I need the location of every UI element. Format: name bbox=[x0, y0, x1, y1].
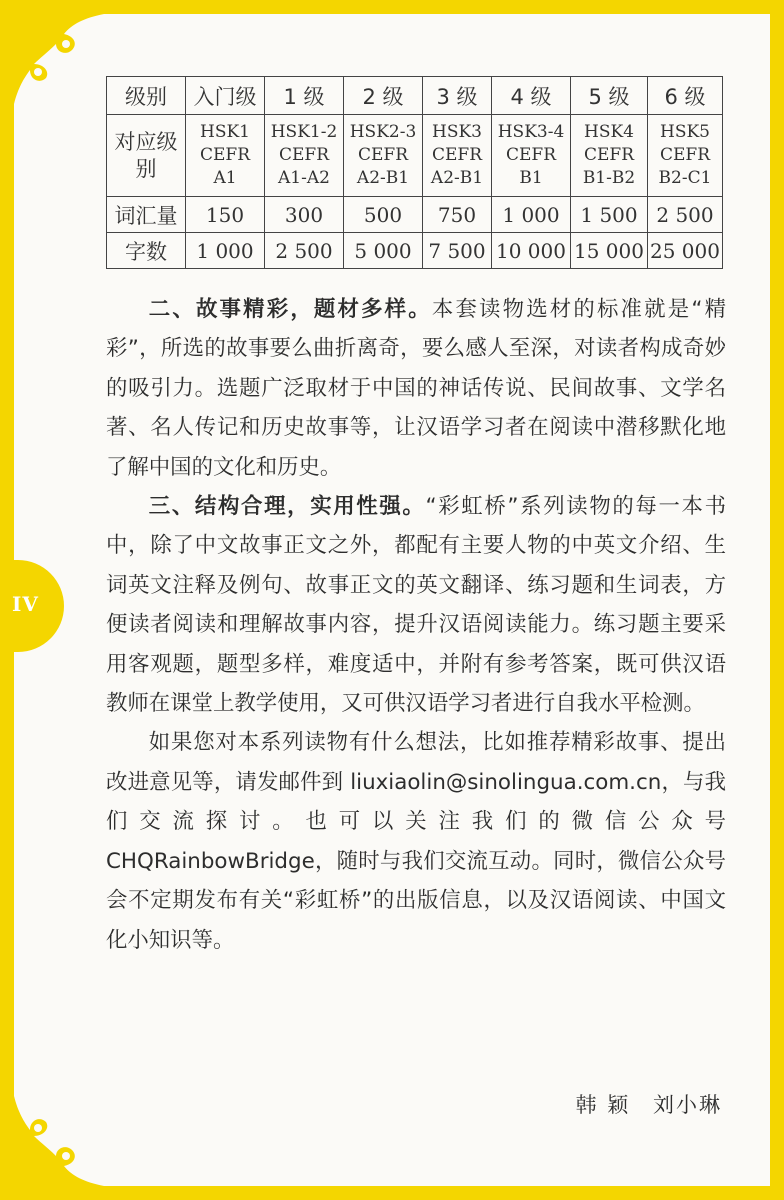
table-cell: 对应级别 bbox=[107, 115, 186, 197]
table-cell: 词汇量 bbox=[107, 197, 186, 233]
table-cell: 1 000 bbox=[186, 233, 265, 269]
author-name: 刘小琳 bbox=[653, 1093, 722, 1117]
page-number: IV bbox=[12, 592, 39, 616]
level-table bbox=[106, 76, 723, 269]
paragraph bbox=[106, 290, 726, 487]
table-row bbox=[107, 197, 723, 233]
table-cell: 1 级 bbox=[265, 77, 344, 115]
table-cell: HSK3-4 CEFR B1 bbox=[492, 115, 571, 197]
table-cell: 7 500 bbox=[423, 233, 492, 269]
table-cell: HSK1-2 CEFR A1-A2 bbox=[265, 115, 344, 197]
table-cell: 750 bbox=[423, 197, 492, 233]
table-cell: 入门级 bbox=[186, 77, 265, 115]
paragraph-text: “彩虹桥”系列读物的每一本书中，除了中文故事正文之外，都配有主要人物的中英文介绍、生词英文注释及例句、故事正文的英文翻译、练习题和生词表，方便读者阅读和理解故事内容，提升汉语阅读能力。练习题主要采用客观题，题型多样，难度适中，并附有参考答案，既可供汉语教师在课堂上教学使用，又可供汉语学习者进行自我水平检测。 bbox=[106, 494, 726, 717]
body-text bbox=[106, 290, 726, 960]
table-cell: 字数 bbox=[107, 233, 186, 269]
table-cell: HSK4 CEFR B1-B2 bbox=[571, 115, 648, 197]
table-cell: HSK1 CEFR A1 bbox=[186, 115, 265, 197]
table-cell: 2 级 bbox=[344, 77, 423, 115]
table-cell: 150 bbox=[186, 197, 265, 233]
table-row bbox=[107, 233, 723, 269]
table-row bbox=[107, 115, 723, 197]
table-cell: 10 000 bbox=[492, 233, 571, 269]
signature bbox=[562, 1089, 722, 1119]
section-heading: 三、结构合理，实用性强。 bbox=[148, 494, 426, 520]
table-cell: HSK2-3 CEFR A2-B1 bbox=[344, 115, 423, 197]
author-name: 韩 颖 bbox=[575, 1093, 631, 1117]
table-cell: 1 500 bbox=[571, 197, 648, 233]
paragraph bbox=[106, 487, 726, 723]
table-cell: 2 500 bbox=[265, 233, 344, 269]
section-heading: 二、故事精彩，题材多样。 bbox=[148, 297, 432, 322]
table-cell: 300 bbox=[265, 197, 344, 233]
table-cell: 1 000 bbox=[492, 197, 571, 233]
table-cell: 5 000 bbox=[344, 233, 423, 269]
table-row bbox=[107, 77, 723, 115]
table-cell: 15 000 bbox=[571, 233, 648, 269]
table-cell: 6 级 bbox=[648, 77, 723, 115]
paragraph: 如果您对本系列读物有什么想法，比如推荐精彩故事、提出改进意见等，请发邮件到 liuxiaolin@sinolingua.com.cn，与我们交流探讨。也可以关注我们的微信公众号 CHQRainbowBridge，随时与我们交流互动。同时，微信公众号会不定期发布有关“彩虹桥”的出版信息，以及汉语阅读、中国文化小知识等。 bbox=[106, 730, 726, 953]
corner-ornament-icon bbox=[14, 1096, 104, 1186]
table-cell: 5 级 bbox=[571, 77, 648, 115]
table-cell: 500 bbox=[344, 197, 423, 233]
table-cell: 3 级 bbox=[423, 77, 492, 115]
paragraph-text: 本套读物选材的标准就是“精彩”，所选的故事要么曲折离奇，要么感人至深，对读者构成奇妙的吸引力。选题广泛取材于中国的神话传说、民间故事、文学名著、名人传记和历史故事等，让汉语学习者在阅读中潜移默化地了解中国的文化和历史。 bbox=[106, 297, 726, 480]
table-cell: 25 000 bbox=[648, 233, 723, 269]
table-cell: HSK5 CEFR B2-C1 bbox=[648, 115, 723, 197]
table-cell: 2 500 bbox=[648, 197, 723, 233]
table-cell: 4 级 bbox=[492, 77, 571, 115]
table-cell: HSK3 CEFR A2-B1 bbox=[423, 115, 492, 197]
table-cell: 级别 bbox=[107, 77, 186, 115]
corner-ornament-icon bbox=[14, 14, 104, 104]
